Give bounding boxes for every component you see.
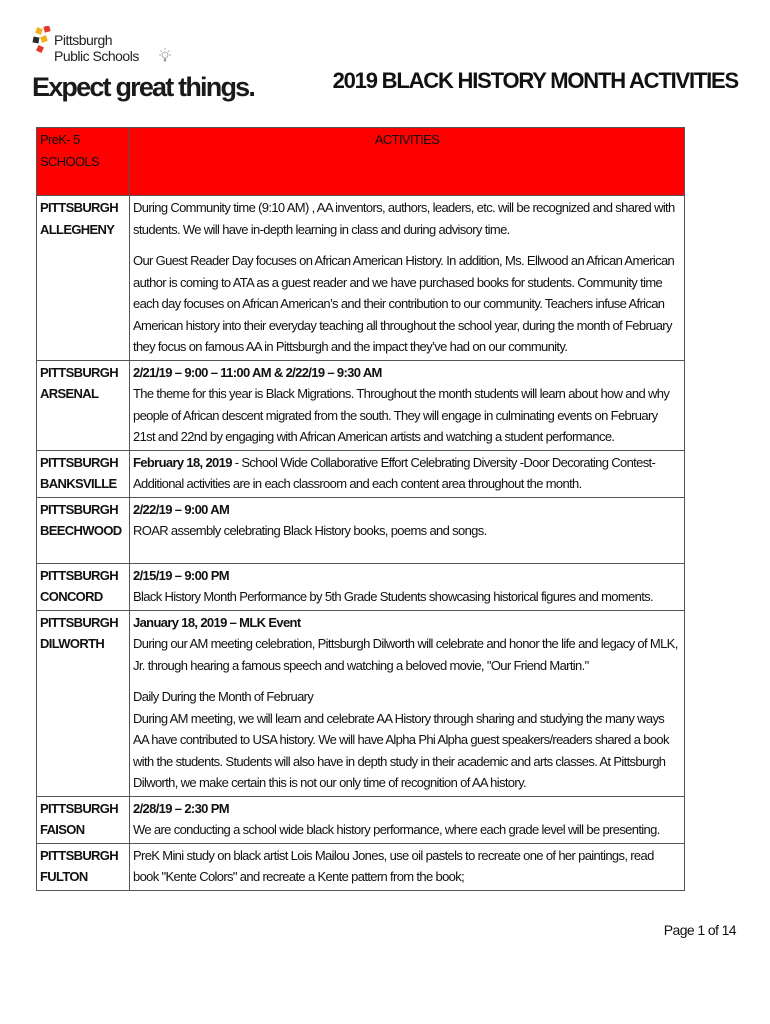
school-name-line2: FULTON [40,869,88,884]
table-row [37,196,685,361]
school-name [37,360,130,450]
school-name-line2: BANKSVILLE [40,476,117,491]
activity-text: Our Guest Reader Day focuses on African American History. In addition, Ms. Ellwood an African American author is coming to ATA as a guest reader and we have purchased books for students. Community time each day focuses on African American’s and their contribution to our community. Teachers infuse African American history into their everyday teaching all throughout the school year, during the month of February they focus on famous AA in Pittsburgh and the impact they’ve had on our community. [133,253,675,354]
activity-subheading: Daily During the Month of February [133,689,314,704]
school-name-line2: DILWORTH [40,636,105,651]
school-name [37,563,130,610]
activity-cell [130,360,685,450]
activity-date: January 18, 2019 – MLK Event [133,614,301,630]
activity-text: We are conducting a school wide black history performance, where each grade level will be presenting. [133,822,660,837]
logo-name [54,32,139,64]
activity-date: 2/15/19 – 9:00 PM [133,567,229,583]
activity-cell [130,196,685,361]
school-name-line1: PITTSBURGH [40,454,119,470]
activity-text: The theme for this year is Black Migrations. Throughout the month students will learn about how and why people of African descent migrated from the south. They will engage in culminating events on February 21st and 22nd by engaging with African American artists and watching a student performance. [133,386,670,444]
schools-column-header [37,128,130,196]
school-name-line1: PITTSBURGH [40,800,119,816]
activity-cell [130,843,685,890]
activities-table [36,127,685,891]
school-name-line1: PITTSBURGH [40,567,119,583]
table-row [37,610,685,796]
school-name-line2: CONCORD [40,589,103,604]
logo-tagline: Expect great things. [32,72,255,102]
schools-header-line1: PreK- 5 [40,132,80,147]
activities-column-header: ACTIVITIES [130,128,685,196]
table-row [37,843,685,890]
school-name [37,497,130,563]
table-header-row [37,128,685,196]
school-name-line2: ARSENAL [40,386,99,401]
activity-text: PreK Mini study on black artist Lois Mailou Jones, use oil pastels to recreate one of her paintings, read book "Kente Colors" and recreate a Kente pattern from the book; [133,847,654,884]
district-logo [32,20,255,110]
schools-header-line2: SCHOOLS [40,153,100,169]
table-row [37,360,685,450]
activity-cell [130,497,685,563]
activity-date: 2/22/19 – 9:00 AM [133,501,230,517]
lightbulb-icon [159,48,171,64]
school-name-line2: ALLEGHENY [40,221,115,237]
activity-cell [130,450,685,497]
activity-text: During AM meeting, we will learn and celebrate AA History through sharing and studying the many ways AA have contributed to USA history. We will have Alpha Phi Alpha guest speakers/readers shared a book with the students. Students will also have in depth study in their academic and arts classes. At Pittsburgh Dilworth, we make certain this is not our only time of recognition of AA history. [133,710,669,790]
activity-cell [130,610,685,796]
table-row [37,796,685,843]
school-name [37,450,130,497]
table-row [37,563,685,610]
table-row [37,450,685,497]
school-name [37,796,130,843]
table-row [37,497,685,563]
school-name-line1: PITTSBURGH [40,847,119,863]
school-name-line1: PITTSBURGH [40,364,119,380]
school-name-line1: PITTSBURGH [40,501,119,517]
activity-cell [130,796,685,843]
activity-date: 2/28/19 – 2:30 PM [133,800,229,816]
activity-cell [130,563,685,610]
school-name-line2: BEECHWOOD [40,523,122,538]
school-name [37,843,130,890]
activity-date: February 18, 2019 [133,454,232,470]
school-name-line1: PITTSBURGH [40,614,119,630]
activity-text: Black History Month Performance by 5th Grade Students showcasing historical figures and moments. [133,589,653,604]
logo-name-line1: Pittsburgh [54,32,113,48]
activity-text: During Community time (9:10 AM) , AA inventors, authors, leaders, etc. will be recognized and shared with students. We will have in-depth learning in class and during advisory time. [133,200,675,237]
activity-text: - School Wide Collaborative Effort Celebrating Diversity -Door Decorating Contest- Additional activities are in each classroom and each content area throughout the month. [133,454,656,491]
document-title: 2019 BLACK HISTORY MONTH ACTIVITIES [332,68,738,93]
school-name [37,196,130,361]
logo-name-line2: Public Schools [54,48,139,64]
school-name-line2: FAISON [40,822,85,837]
school-name-line1: PITTSBURGH [40,200,119,215]
school-name [37,610,130,796]
activity-date: 2/21/19 – 9:00 – 11:00 AM & 2/22/19 – 9:30 AM [133,364,382,380]
activity-text: ROAR assembly celebrating Black History books, poems and songs. [133,523,487,538]
activity-text: During our AM meeting celebration, Pittsburgh Dilworth will celebrate and honor the life and legacy of MLK, Jr. through hearing a famous speech and watching a beloved movie, "Our Friend Martin." [133,636,678,673]
page-number: Page 1 of 14 [663,922,736,938]
